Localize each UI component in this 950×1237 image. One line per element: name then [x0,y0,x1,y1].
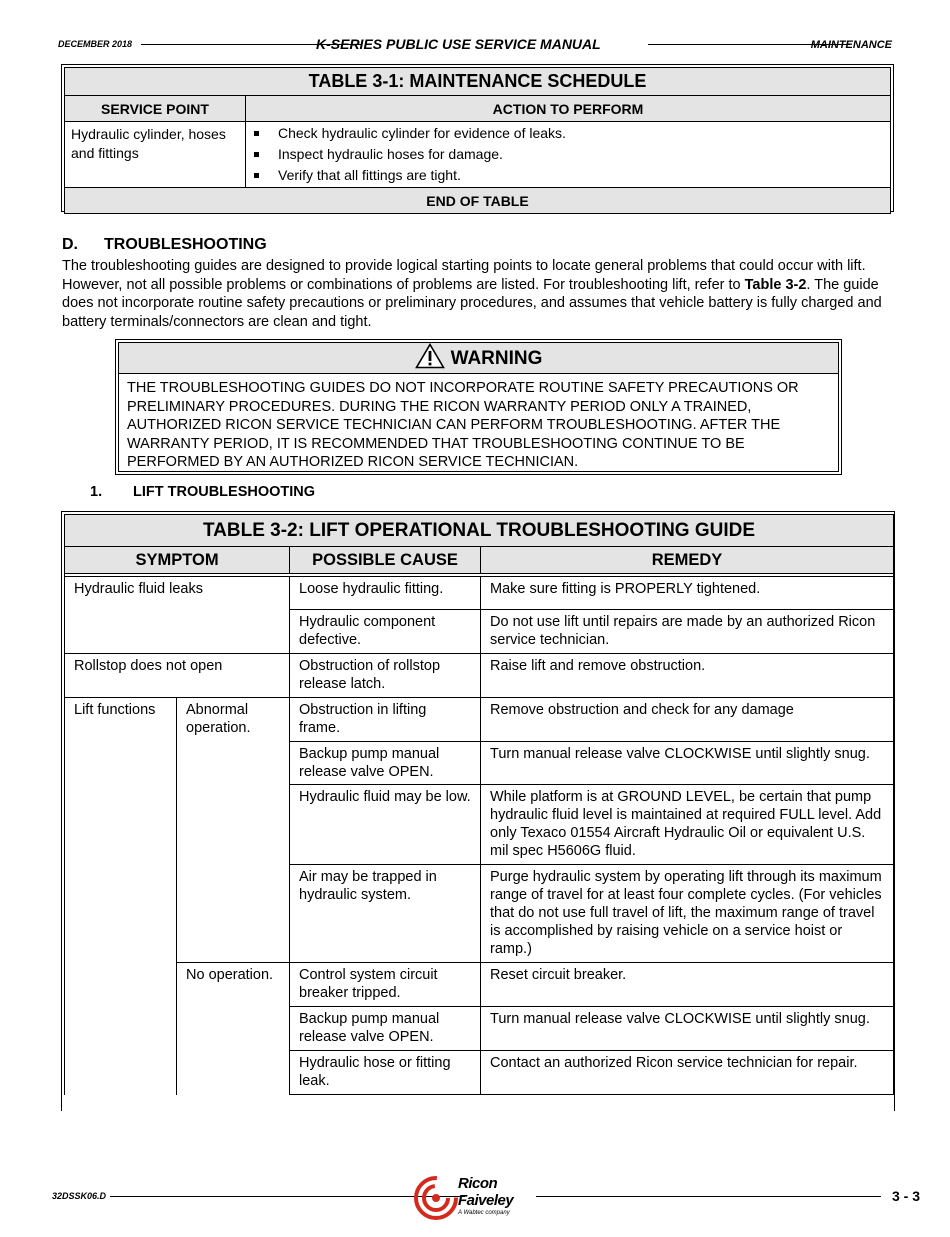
warning-triangle-icon [415,343,445,369]
page-header [58,36,892,54]
cause-cell: Obstruction in lifting frame. [290,698,481,742]
cause-cell: Loose hydraulic fitting. [290,577,481,610]
ricon-swirl-icon [414,1176,458,1220]
column-header-action: ACTION TO PERFORM [246,96,891,122]
remedy-cell: Remove obstruction and check for any damage [481,698,894,742]
cause-cell: Control system circuit breaker tripped. [290,963,481,1007]
document-id: 32DSSK06.D [52,1191,107,1201]
cause-cell: Air may be trapped in hydraulic system. [290,865,481,963]
cause-cell: Hydraulic hose or fitting leak. [290,1051,481,1095]
maintenance-schedule-table [61,64,894,212]
cause-cell: Backup pump manual release valve OPEN. [290,742,481,785]
section-heading [62,236,267,254]
warning-title-bar [119,343,838,374]
bullet-icon [254,131,259,136]
service-point-cell: Hydraulic cylinder, hoses and fittings [65,122,246,188]
remedy-cell: Turn manual release valve CLOCKWISE until slightly snug. [481,1007,894,1051]
header-date: DECEMBER 2018 [58,39,133,49]
footer-rule-right [536,1196,881,1197]
subsection-title: LIFT TROUBLESHOOTING [133,484,316,500]
cause-cell: Hydraulic fluid may be low. [290,785,481,865]
warning-title: WARNING [450,348,543,369]
remedy-cell: Contact an authorized Ricon service technician for repair. [481,1051,894,1095]
table-row [65,654,894,698]
list-item: Inspect hydraulic hoses for damage. [252,144,884,165]
list-item: Verify that all fittings are tight. [252,165,884,186]
column-header-remedy: REMEDY [481,547,894,574]
symptom-cell: Hydraulic fluid leaks [65,577,290,654]
column-header-symptom: SYMPTOM [65,547,290,574]
symptom-cell: Lift functions [65,698,177,1095]
footer-rule-left [110,1196,465,1197]
remedy-cell: Turn manual release valve CLOCKWISE until slightly snug. [481,742,894,785]
table-title: TABLE 3-1: MAINTENANCE SCHEDULE [65,68,891,96]
warning-text: THE TROUBLESHOOTING GUIDES DO NOT INCORPORATE ROUTINE SAFETY PRECAUTIONS OR PRELIMINARY PROCEDURES. DURING THE RICON WARRANTY PERIOD ONLY A TRAINED, AUTHORIZED RICON SERVICE TECHNICIAN CAN PERFORM TROUBLESHOOTING. AFTER THE WARRANTY PERIOD, IT IS RECOMMENDED THAT TROUBLESHOOTING CONTINUE TO BE PERFORMED BY AN AUTHORIZED RICON SERVICE TECHNICIAN. [127,380,799,470]
sub-symptom-cell: No operation. [177,963,290,1095]
cause-cell: Backup pump manual release valve OPEN. [290,1007,481,1051]
ricon-faiveley-logo: Ricon Faiveley A Wabtec company [414,1175,534,1221]
table-reference-link[interactable]: Table 3-2 [744,276,807,293]
table-row [65,698,894,742]
troubleshooting-table [61,511,895,1111]
remedy-cell: While platform is at GROUND LEVEL, be certain that pump hydraulic fluid level is maintained at required FULL level. Add only Texaco 01554 Aircraft Hydraulic Oil or equivalent U.S. mil spec H5606G fluid. [481,785,894,865]
table-title: TABLE 3-2: LIFT OPERATIONAL TROUBLESHOOTING GUIDE [65,515,894,547]
subsection-heading [90,484,315,500]
cause-cell: Hydraulic component defective. [290,610,481,654]
section-title: TROUBLESHOOTING [104,236,267,253]
manual-title: K-SERIES PUBLIC USE SERVICE MANUAL [316,36,601,52]
remedy-cell: Raise lift and remove obstruction. [481,654,894,698]
section-paragraph: The troubleshooting guides are designed to provide logical starting points to locate general problems that could occur with lift. However, not all possible problems or combinations of problems are listed. For troubleshooting lift, refer to Table 3-2. The guide does not incorporate routine safety precautions or preliminary procedures, and assumes that vehicle battery is fully charged and battery terminals/connectors are clean and tight. [62,258,882,330]
remedy-cell: Make sure fitting is PROPERLY tightened. [481,577,894,610]
warning-box [115,339,842,475]
table-row [65,577,894,610]
section-letter: D. [62,236,78,253]
list-item: Check hydraulic cylinder for evidence of leaks. [252,123,884,144]
page-footer [52,1175,920,1225]
end-of-table: END OF TABLE [65,188,891,214]
action-cell [246,122,891,188]
column-header-service-point: SERVICE POINT [65,96,246,122]
column-header-cause: POSSIBLE CAUSE [290,547,481,574]
table-row [65,963,894,1007]
remedy-cell: Reset circuit breaker. [481,963,894,1007]
remedy-cell: Do not use lift until repairs are made by an authorized Ricon service technician. [481,610,894,654]
symptom-cell: Rollstop does not open [65,654,290,698]
remedy-cell: Purge hydraulic system by operating lift through its maximum range of travel for at least four complete cycles. (For vehicles that do not use full travel of lift, the maximum range of travel is accomplished by raising vehicle on a service hoist or ramp.) [481,865,894,963]
header-section: MAINTENANCE [810,39,892,51]
sub-symptom-cell: Abnormal operation. [177,698,290,963]
bullet-icon [254,173,259,178]
page-number: 3 - 3 [891,1188,920,1204]
cause-cell: Obstruction of rollstop release latch. [290,654,481,698]
subsection-number: 1. [90,484,103,500]
bullet-icon [254,152,259,157]
